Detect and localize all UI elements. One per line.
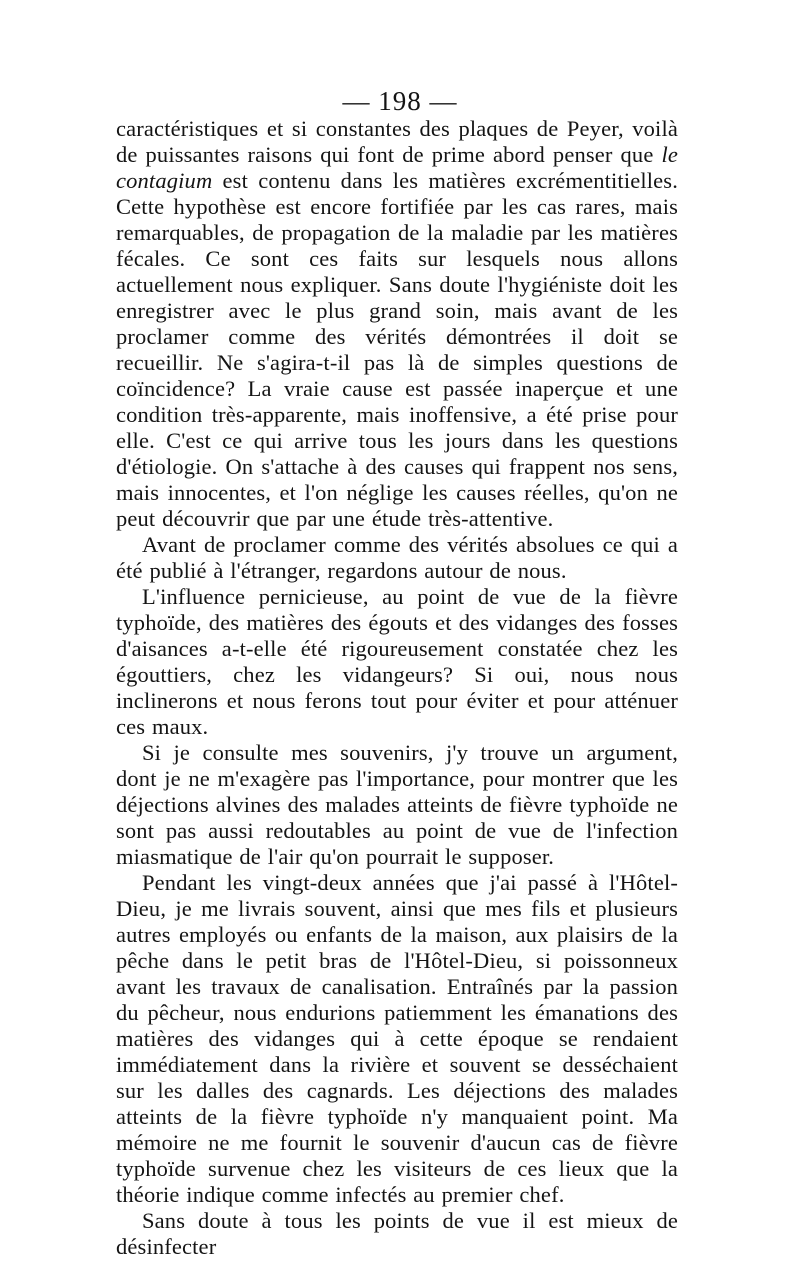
text-segment: Si je consulte mes souvenirs, j'y trouve un argument, dont je ne m'exagère pas l'importance, pour montrer que les déjections alvines des malades atteints de fièvre typhoïde ne sont pas aussi redoutables au point de vue de l'infection miasmatique de l'air qu'on pourrait le supposer. xyxy=(116,740,678,869)
text-segment: Avant de proclamer comme des vérités absolues ce qui a été publié à l'étranger, regardons autour de nous. xyxy=(116,532,678,583)
text-segment: Pendant les vingt-deux années que j'ai passé à l'Hôtel-Dieu, je me livrais souvent, ainsi que mes fils et plusieurs autres employés ou enfants de la maison, aux plaisirs de la pêche dans le petit bras de l'Hôtel-Dieu, si poissonneux avant les travaux de canalisation. Entraînés par la passion du pêcheur, nous endurions patiemment les émanations des matières des vidanges qui à cette époque se rendaient immédiatement dans la rivière et souvent se desséchaient sur les dalles des cagnards. Les déjections des malades atteints de la fièvre typhoïde n'y manquaient point. Ma mémoire ne me fournit le souvenir d'aucun cas de fièvre typhoïde survenue chez les visiteurs de ces lieux que la théorie indique comme infectés au premier chef. xyxy=(116,870,678,1207)
paragraph xyxy=(116,870,678,1208)
paragraph xyxy=(116,116,678,532)
italic-term: le contagium xyxy=(116,142,678,193)
text-segment: L'influence pernicieuse, au point de vue de la fièvre typhoïde, des matières des égouts et des vidanges des fosses d'aisances a-t-elle été rigoureusement constatée chez les égouttiers, chez les vidangeurs? Si oui, nous nous inclinerons et nous ferons tout pour éviter et pour atténuer ces maux. xyxy=(116,584,678,739)
paragraph xyxy=(116,1208,678,1260)
text-segment: Sans doute à tous les points de vue il est mieux de désinfecter xyxy=(116,1208,678,1259)
text-segment: caractéristiques et si constantes des plaques de Peyer, voilà de puissantes raisons qui font de prime abord penser que xyxy=(116,116,678,167)
paragraph xyxy=(116,584,678,740)
body-text xyxy=(116,116,678,1260)
page-number: — 198 — xyxy=(342,86,458,116)
paragraph xyxy=(116,740,678,870)
text-segment: est contenu dans les matières excrémentitielles. Cette hypothèse est encore fortifiée par les cas rares, mais remarquables, de propagation de la maladie par les matières fécales. Ce sont ces faits sur lesquels nous allons actuellement nous expliquer. Sans doute l'hygiéniste doit les enregistrer avec le plus grand soin, mais avant de les proclamer comme des vérités démontrées il doit se recueillir. Ne s'agira-t-il pas là de simples questions de coïncidence? La vraie cause est passée inaperçue et une condition très-apparente, mais inoffensive, a été prise pour elle. C'est ce qui arrive tous les jours dans les questions d'étiologie. On s'attache à des causes qui frappent nos sens, mais innocentes, et l'on néglige les causes réelles, qu'on ne peut découvrir que par une étude très-attentive. xyxy=(116,168,678,531)
paragraph xyxy=(116,532,678,584)
